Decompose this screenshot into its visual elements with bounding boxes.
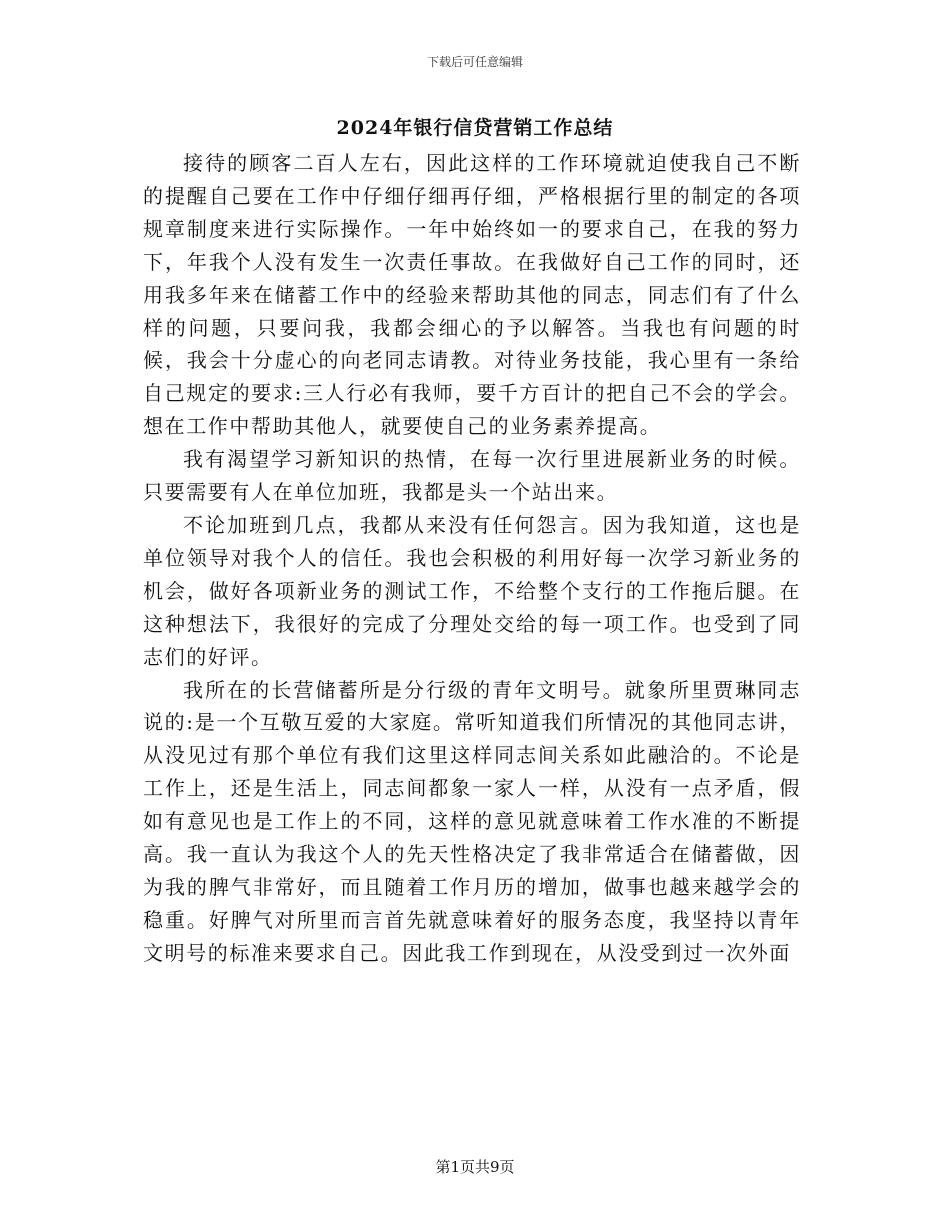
page-number: 第1页共9页 <box>435 1158 515 1176</box>
paragraph-3: 不论加班到几点，我都从来没有任何怨言。因为我知道，这也是单位领导对我个人的信任。我也会积极的利用好每一次学习新业务的机会，做好各项新业务的测试工作，不给整个支行的工作拖后腿。在这种想法下，我很好的完成了分理处交给的每一项工作。也受到了同志们的好评。 <box>143 512 801 669</box>
document-body <box>143 147 801 970</box>
document-title: 2024年银行信贷营销工作总结 <box>336 117 614 139</box>
paragraph-2: 我有渴望学习新知识的热情，在每一次行里进展新业务的时候。只要需要有人在单位加班，我都是头一个站出来。 <box>143 447 801 505</box>
paragraph-4: 我所在的长营储蓄所是分行级的青年文明号。就象所里贾琳同志说的:是一个互敬互爱的大家庭。常听知道我们所情况的其他同志讲，从没见过有那个单位有我们这里这样同志间关系如此融洽的。不论是工作上，还是生活上，同志间都象一家人一样，从没有一点矛盾，假如有意见也是工作上的不同，这样的意见就意味着工作水准的不断提高。我一直认为我这个人的先天性格决定了我非常适合在储蓄做，因为我的脾气非常好，而且随着工作月历的增加，做事也越来越学会的稳重。好脾气对所里而言首先就意味着好的服务态度，我坚持以青年文明号的标准来要求自己。因此我工作到现在，从没受到过一次外面 <box>143 677 801 965</box>
paragraph-1: 接待的顾客二百人左右，因此这样的工作环境就迫使我自己不断的提醒自己要在工作中仔细仔细再仔细，严格根据行里的制定的各项规章制度来进行实际操作。一年中始终如一的要求自己，在我的努力下，年我个人没有发生一次责任事故。在我做好自己工作的同时，还用我多年来在储蓄工作中的经验来帮助其他的同志，同志们有了什么样的问题，只要问我，我都会细心的予以解答。当我也有问题的时候，我会十分虚心的向老同志请教。对待业务技能，我心里有一条给自己规定的要求:三人行必有我师，要千方百计的把自己不会的学会。想在工作中帮助其他人，就要使自己的业务素养提高。 <box>143 151 801 439</box>
header-note: 下载后可任意编辑 <box>426 55 523 69</box>
